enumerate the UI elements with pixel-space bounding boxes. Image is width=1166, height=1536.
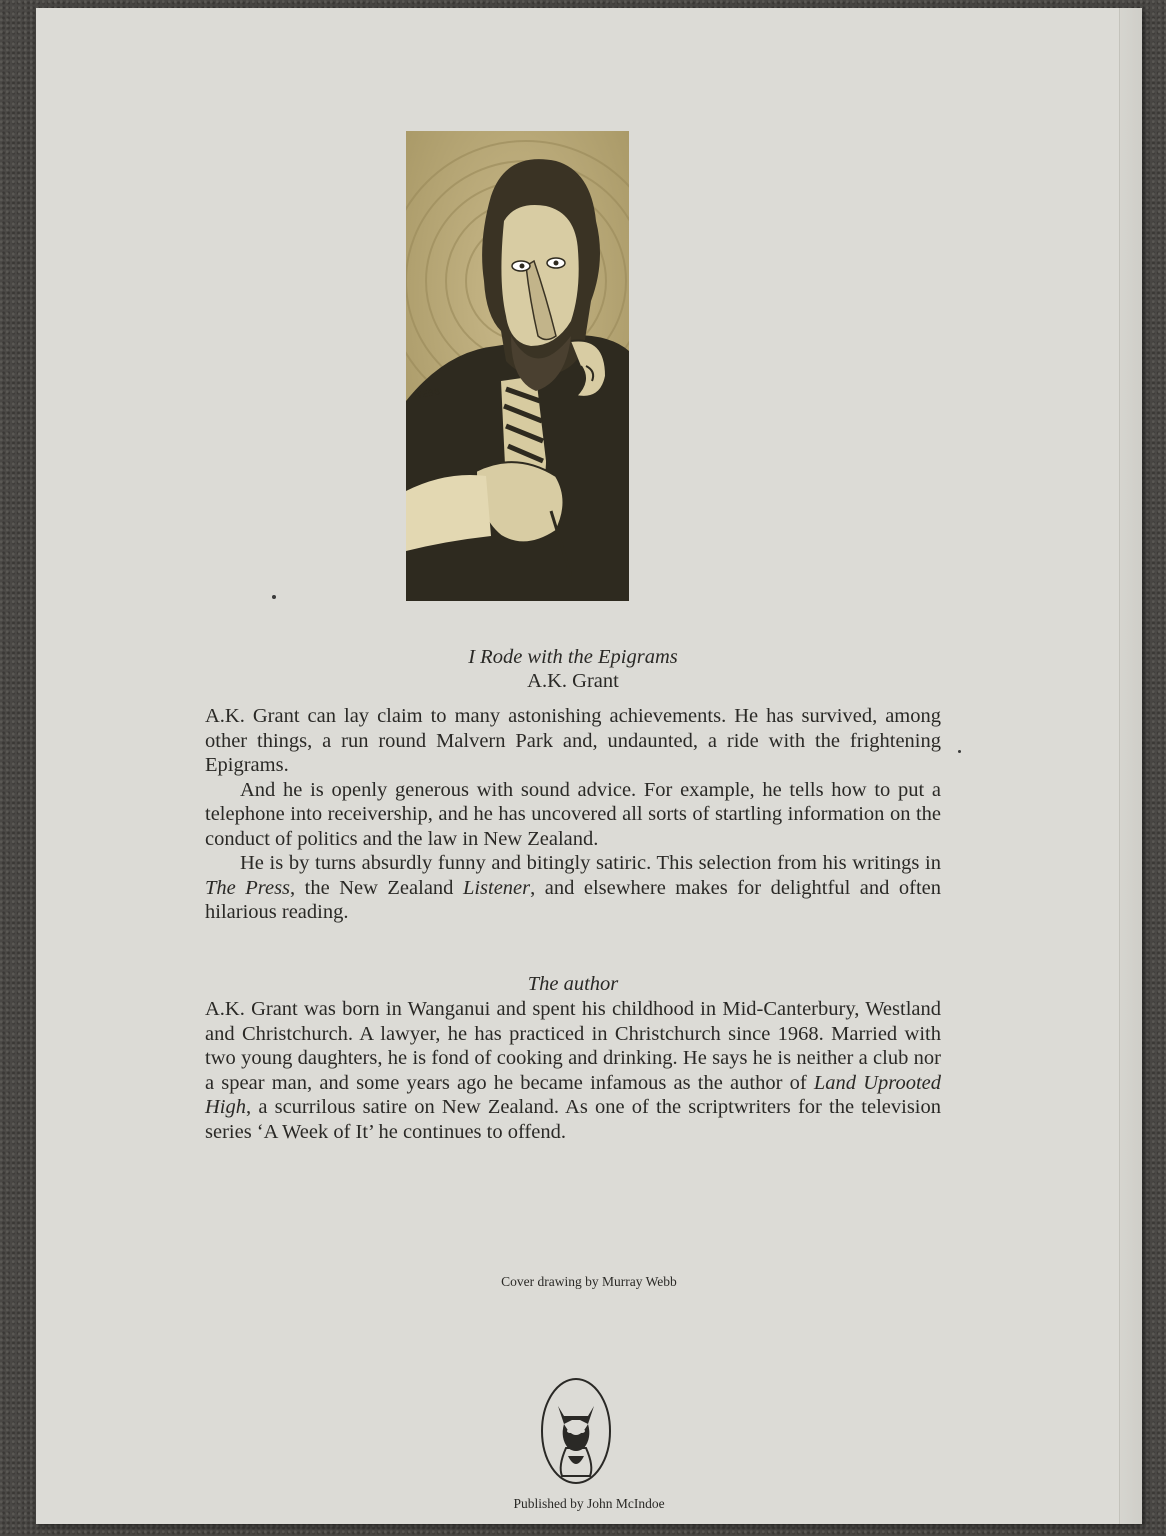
cover-edge — [1119, 8, 1142, 1524]
bio-text: A.K. Grant was born in Wanganui and spent his childhood in Mid-Canterbury, Westland and Christchurch. A lawyer, he has practiced in Christchurch since 1968. Married with two young daughters, he is fond of cooking and drinking. He says he is neither a club nor a spear man, and some years ago he became infamous as the author of — [205, 998, 941, 1094]
artist-signature: WEBB — [412, 387, 442, 402]
book-reference: Land Uprooted High — [205, 1071, 942, 1118]
speck — [958, 750, 961, 753]
book-back-cover — [36, 8, 1142, 1524]
publisher-logo — [538, 1376, 614, 1486]
cover-drawing-credit: Cover drawing by Murray Webb — [501, 1274, 677, 1289]
publisher-credit: Published by John McIndoe — [513, 1496, 665, 1511]
blurb-paragraph-2: And he is openly generous with sound advice. For example, he tells how to put a telephone into receivership, and he has uncovered all sorts of startling information on the conduct of politics and the law in New Zealand. — [205, 778, 941, 850]
author-heading: The author — [527, 973, 619, 995]
author-caricature-image — [406, 131, 629, 601]
bio-text: , a scurrilous satire on New Zealand. As one of the scriptwriters for the television series ‘A Week of It’ he continues to offend. — [205, 1096, 941, 1143]
book-title: I Rode with the Epigrams — [468, 646, 678, 668]
blurb-paragraph-1: A.K. Grant can lay claim to many astonishing achievements. He has survived, among other things, a run round Malvern Park and, undaunted, a ride with the frightening Epigrams. — [205, 705, 941, 776]
blurb-text: He is by turns absurdly funny and bitingly satiric. This selection from his writings in — [240, 852, 941, 874]
speck — [272, 595, 276, 599]
blurb-text: , the New Zealand — [290, 876, 463, 899]
author-bio — [205, 997, 941, 1144]
blurb-text: , and elsewhere makes for delightful and often hilarious reading. — [205, 876, 941, 923]
author-bio-paragraph — [205, 997, 941, 1144]
book-author: A.K. Grant — [527, 670, 619, 692]
blurb-paragraph-3 — [205, 851, 941, 925]
publication-name: Listener — [462, 876, 531, 899]
blurb — [205, 704, 941, 925]
publication-name: The Press — [205, 876, 291, 899]
